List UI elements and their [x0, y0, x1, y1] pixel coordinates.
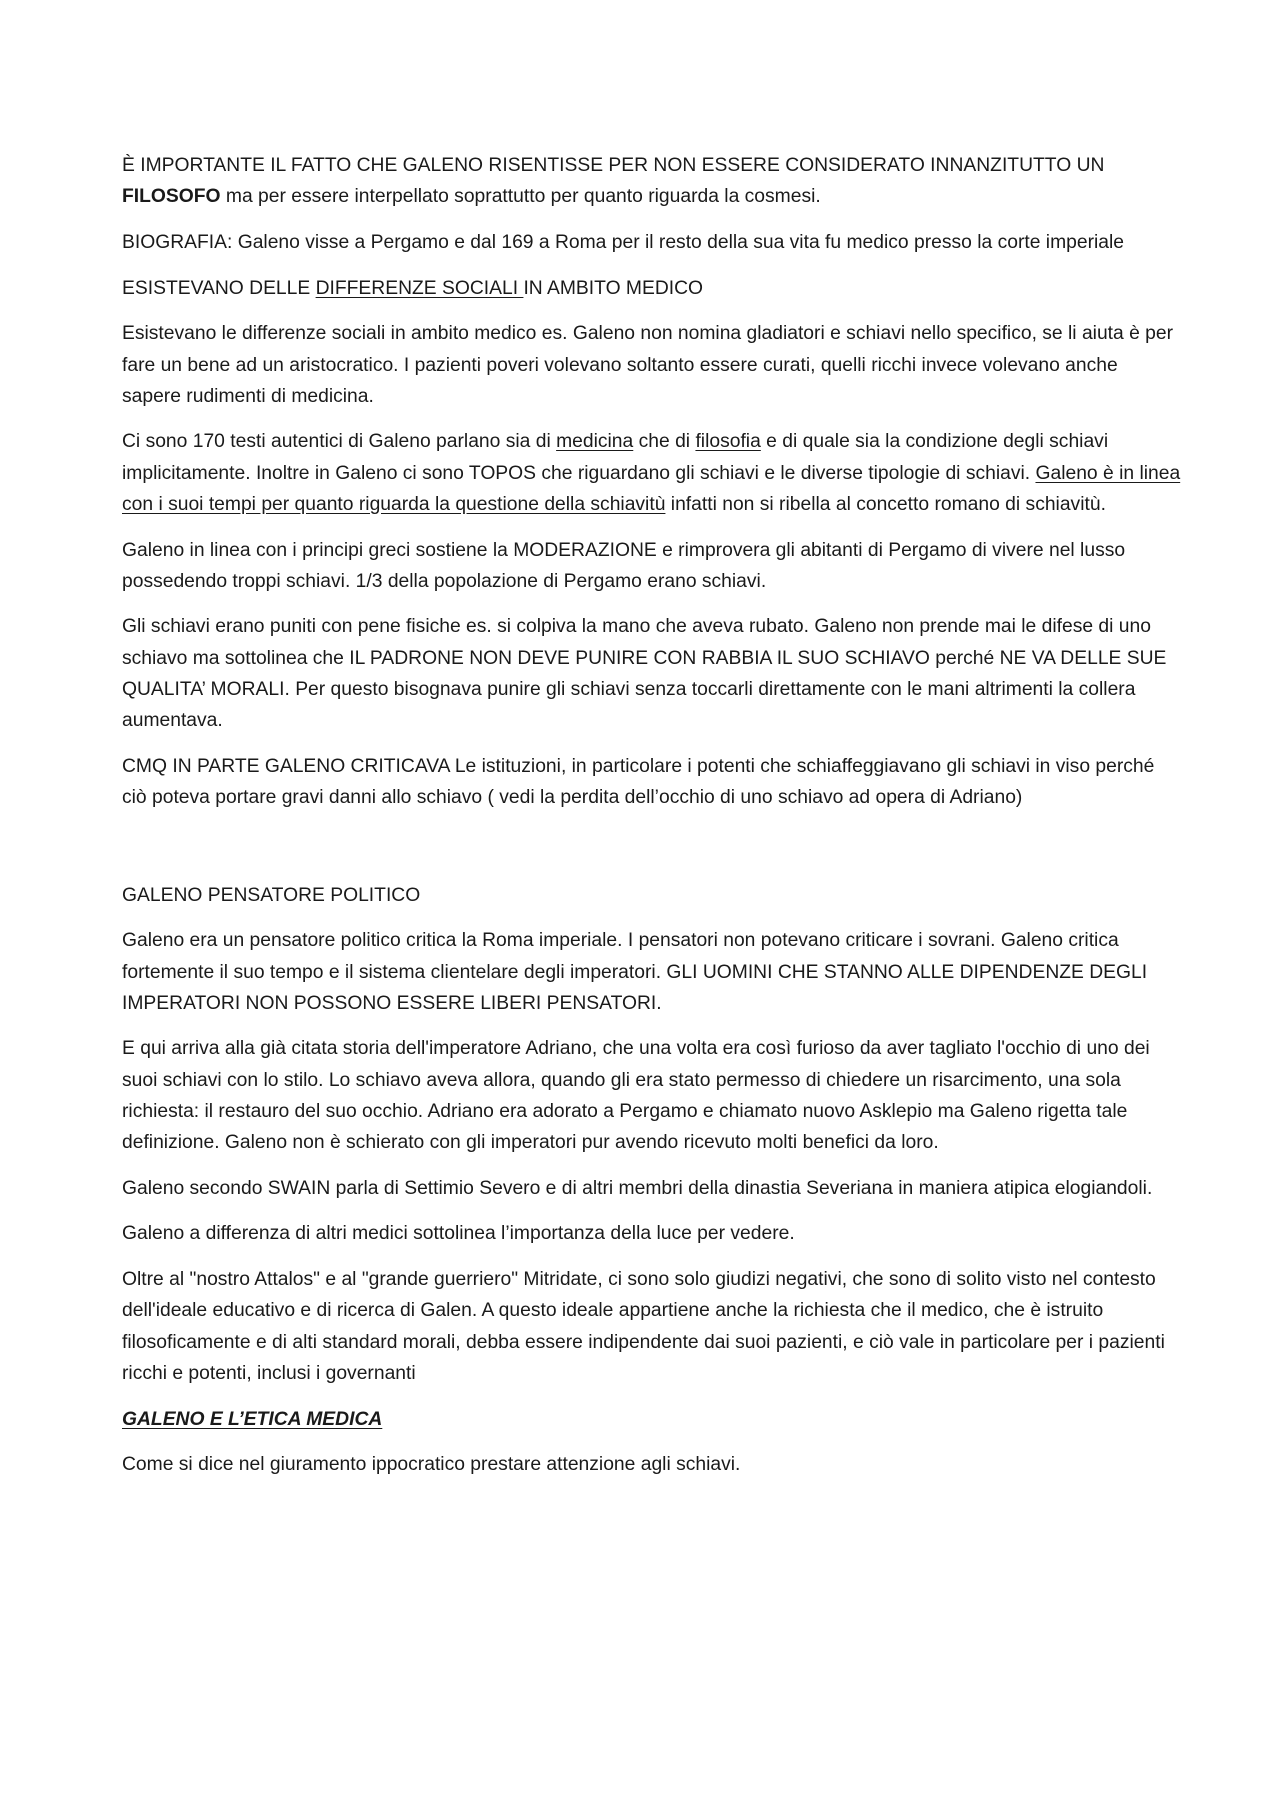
paragraph-texts: Ci sono 170 testi autentici di Galeno parlano sia di medicina che di filosofia e di quale sia la condizione degli schiavi implicitamente. Inoltre in Galeno ci sono TOPOS che riguardano gli schiavi e le diverse tipologie di schiavi. Galeno è in linea con i suoi tempi per quanto riguarda la questione della schiavitù infatti non si ribella al concetto romano di schiavitù.: [122, 431, 1181, 515]
paragraph-adriano: E qui arriva alla già citata storia dell'imperatore Adriano, che una volta era così furioso da aver tagliato l'occhio di uno dei suoi schiavi con lo stilo. Lo schiavo aveva allora, quando gli era stato permesso di chiedere un risarcimento, una sola richiesta: il restauro del suo occhio. Adriano era adorato a Pergamo e chiamato nuovo Asklepio ma Galeno rigetta tale definizione. Galeno non è schierato con gli imperatori pur avendo ricevuto molti benefici da loro.: [122, 1038, 1150, 1154]
paragraph-moderation: Galeno in linea con i principi greci sostiene la MODERAZIONE e rimprovera gli abitanti di Pergamo di vivere nel lusso possedendo troppi schiavi. 1/3 della popolazione di Pergamo erano schiavi.: [122, 539, 1126, 592]
bold-filosofo: FILOSOFO: [122, 186, 221, 208]
underlined-medicina: medicina: [556, 431, 634, 453]
document-page: [122, 150, 1182, 1495]
paragraph-biography: BIOGRAFIA: Galeno visse a Pergamo e dal 169 a Roma per il resto della sua vita fu medico presso la corte imperiale: [122, 231, 1125, 253]
paragraph-political: Galeno era un pensatore politico critica la Roma imperiale. I pensatori non potevano criticare i sovrani. Galeno critica fortemente il suo tempo e il sistema clientelare degli imperatori. GLI UOMINI CHE STANNO ALLE DIPENDENZE DEGLI IMPERATORI NON POSSONO ESSERE LIBERI PENSATORI.: [122, 930, 1148, 1014]
paragraph-attalos: Oltre al "nostro Attalos" e al "grande guerriero" Mitridate, ci sono solo giudizi negativi, che sono di solito visto nel contesto dell'ideale educativo e di ricerca di Galen. A questo ideale appartiene anche la richiesta che il medico, che è istruito filosoficamente e di alti standard morali, debba essere indipendente dai suoi pazienti, e ciò vale in particolare per i pazienti ricchi e potenti, inclusi i governanti: [122, 1269, 1165, 1384]
paragraph-social-differences-heading: ESISTEVANO DELLE DIFFERENZE SOCIALI IN AMBITO MEDICO: [122, 277, 704, 299]
paragraph-oath: Come si dice nel giuramento ippocratico prestare attenzione agli schiavi.: [122, 1454, 741, 1476]
underlined-filosofia: filosofia: [695, 431, 761, 453]
paragraph-swain: Galeno secondo SWAIN parla di Settimio Severo e di altri membri della dinastia Severiana in maniera atipica elogiandoli.: [122, 1177, 1153, 1199]
blank-line: [122, 828, 1182, 880]
paragraph-importance: È IMPORTANTE IL FATTO CHE GALENO RISENTISSE PER NON ESSERE CONSIDERATO INNANZITUTTO UN FILOSOFO ma per essere interpellato soprattutto per quanto riguarda la cosmesi.: [122, 155, 1105, 208]
heading-medical-ethics: GALENO E L’ETICA MEDICA: [122, 1408, 383, 1430]
paragraph-light: Galeno a differenza di altri medici sottolinea l’importanza della luce per vedere.: [122, 1223, 795, 1245]
paragraph-social-differences: Esistevano le differenze sociali in ambito medico es. Galeno non nomina gladiatori e schiavi nello specifico, se li aiuta è per fare un bene ad un aristocratico. I pazienti poveri volevano soltanto essere curati, quelli ricchi invece volevano anche sapere rudimenti di medicina.: [122, 323, 1174, 407]
underlined-differenze-sociali: DIFFERENZE SOCIALI: [315, 277, 524, 299]
heading-political-thinker: GALENO PENSATORE POLITICO: [122, 884, 421, 906]
paragraph-punishment: Gli schiavi erano puniti con pene fisiche es. si colpiva la mano che aveva rubato. Galeno non prende mai le difese di uno schiavo ma sottolinea che IL PADRONE NON DEVE PUNIRE CON RABBIA IL SUO SCHIAVO perché NE VA DELLE SUE QUALITA’ MORALI. Per questo bisognava punire gli schiavi senza toccarli direttamente con le mani altrimenti la collera aumentava.: [122, 616, 1167, 732]
paragraph-critique: CMQ IN PARTE GALENO CRITICAVA Le istituzioni, in particolare i potenti che schiaffeggiavano gli schiavi in viso perché ciò poteva portare gravi danni allo schiavo ( vedi la perdita dell’occhio di uno schiavo ad opera di Adriano): [122, 755, 1155, 808]
underlined-schiavitu-sentence: Galeno è in linea con i suoi tempi per quanto riguarda la questione della schiavitù: [122, 462, 1181, 515]
